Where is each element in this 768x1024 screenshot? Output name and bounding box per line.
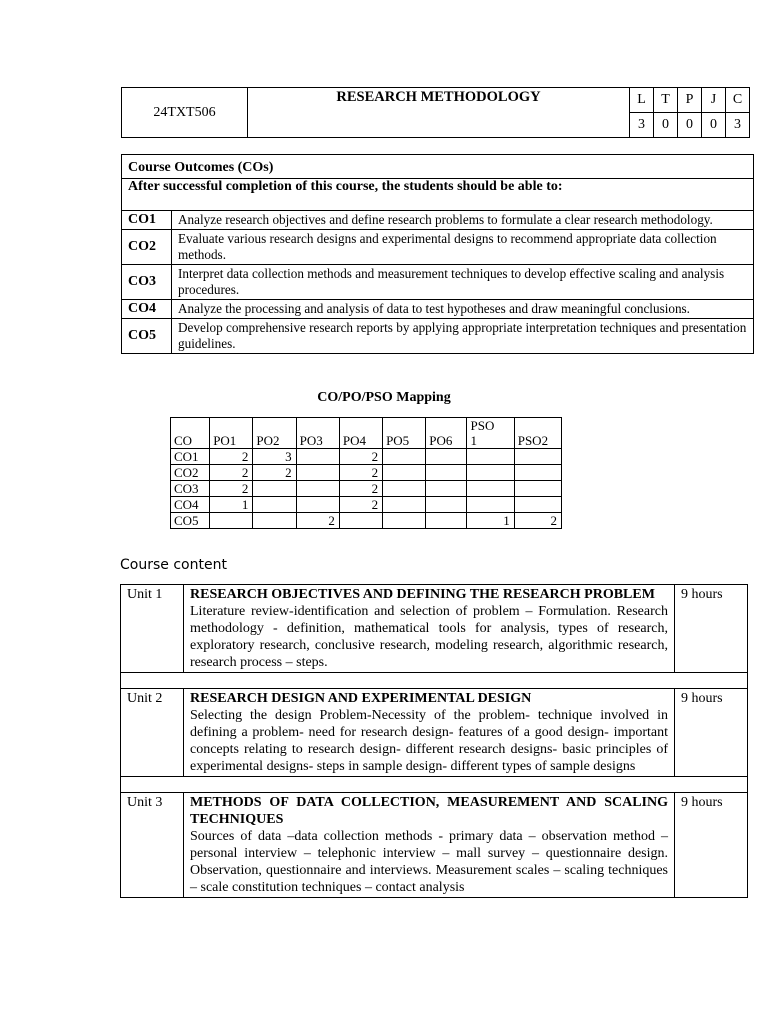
course-content-table <box>120 584 748 898</box>
mapping-cell <box>383 465 426 481</box>
unit-row <box>121 793 748 898</box>
mapping-header-cell: PSO 1 <box>467 418 514 449</box>
unit-description: Literature review-identification and selection of problem – Formulation. Research methodology - definition, mathematical tools for analysis, types of research, exploratory research, conclusive research, modeling research, algorithmic research, research process – steps. <box>190 604 668 670</box>
mapping-header-cell: PO2 <box>253 418 296 449</box>
ltpjc-label-p: P <box>678 88 702 113</box>
mapping-cell <box>467 497 514 513</box>
unit-heading: RESEARCH OBJECTIVES AND DEFINING THE RESEARCH PROBLEM <box>190 587 655 602</box>
mapping-header-cell: PO6 <box>426 418 467 449</box>
mapping-row <box>171 465 562 481</box>
ltpjc-value-c: 3 <box>726 113 750 138</box>
mapping-cell <box>467 449 514 465</box>
course-title: RESEARCH METHODOLOGY <box>248 88 630 138</box>
unit-spacer <box>121 673 748 689</box>
mapping-cell: CO5 <box>171 513 210 529</box>
outcome-id: CO2 <box>122 230 172 265</box>
mapping-cell <box>383 513 426 529</box>
mapping-cell: 2 <box>514 513 561 529</box>
mapping-header-cell: PO4 <box>339 418 382 449</box>
unit-spacer-row <box>121 673 748 689</box>
mapping-header-cell: PO1 <box>210 418 253 449</box>
mapping-cell <box>426 481 467 497</box>
unit-row <box>121 689 748 777</box>
ltpjc-value-j: 0 <box>702 113 726 138</box>
mapping-row <box>171 513 562 529</box>
mapping-cell: CO1 <box>171 449 210 465</box>
mapping-cell: 2 <box>339 497 382 513</box>
unit-spacer <box>121 777 748 793</box>
unit-label: Unit 1 <box>121 585 184 673</box>
mapping-cell: CO2 <box>171 465 210 481</box>
mapping-cell: 2 <box>339 481 382 497</box>
unit-label: Unit 2 <box>121 689 184 777</box>
mapping-cell: 2 <box>210 465 253 481</box>
mapping-cell: 2 <box>339 449 382 465</box>
ltpjc-value-l: 3 <box>630 113 654 138</box>
mapping-cell: 1 <box>467 513 514 529</box>
course-code: 24TXT506 <box>122 88 248 138</box>
mapping-header-cell: CO <box>171 418 210 449</box>
unit-row <box>121 585 748 673</box>
mapping-cell <box>467 481 514 497</box>
mapping-cell <box>426 513 467 529</box>
mapping-cell: 3 <box>253 449 296 465</box>
mapping-row <box>171 481 562 497</box>
mapping-cell: 2 <box>296 513 339 529</box>
mapping-cell <box>383 449 426 465</box>
mapping-cell: 2 <box>339 465 382 481</box>
mapping-cell <box>426 497 467 513</box>
outcome-text: Analyze the processing and analysis of data to test hypotheses and draw meaningful conclusions. <box>172 300 754 319</box>
unit-spacer-row <box>121 777 748 793</box>
mapping-row <box>171 497 562 513</box>
mapping-cell <box>514 497 561 513</box>
outcomes-title: Course Outcomes (COs) <box>122 155 754 179</box>
outcome-id: CO4 <box>122 300 172 319</box>
outcome-id: CO3 <box>122 265 172 300</box>
mapping-cell: 2 <box>210 449 253 465</box>
mapping-cell: 1 <box>210 497 253 513</box>
unit-hours: 9 hours <box>675 689 748 777</box>
outcome-id: CO5 <box>122 319 172 354</box>
mapping-cell <box>210 513 253 529</box>
unit-label: Unit 3 <box>121 793 184 898</box>
course-outcomes-table <box>121 154 754 354</box>
mapping-cell <box>253 481 296 497</box>
mapping-cell <box>296 465 339 481</box>
mapping-cell <box>514 481 561 497</box>
course-content-title: Course content <box>120 557 227 573</box>
unit-heading: RESEARCH DESIGN AND EXPERIMENTAL DESIGN <box>190 691 532 706</box>
unit-hours: 9 hours <box>675 793 748 898</box>
mapping-title: CO/PO/PSO Mapping <box>317 390 451 405</box>
course-header-table <box>121 87 750 138</box>
mapping-cell <box>253 497 296 513</box>
mapping-header-cell: PO3 <box>296 418 339 449</box>
outcome-row <box>122 300 754 319</box>
outcomes-subtitle: After successful completion of this course, the students should be able to: <box>122 179 754 211</box>
unit-description: Sources of data –data collection methods - primary data – observation method – personal interview – telephonic interview – mall survey – questionnaire design. Observation, questionnaire and interviews. Measurement scales – scaling techniques – scale constitution techniques – contact analysis <box>190 829 668 895</box>
mapping-cell: 2 <box>253 465 296 481</box>
mapping-cell: CO4 <box>171 497 210 513</box>
outcome-row <box>122 265 754 300</box>
mapping-cell <box>253 513 296 529</box>
ltpjc-label-c: C <box>726 88 750 113</box>
mapping-cell <box>426 465 467 481</box>
unit-body <box>184 689 675 777</box>
mapping-cell <box>383 497 426 513</box>
mapping-cell <box>514 465 561 481</box>
outcome-id: CO1 <box>122 211 172 230</box>
mapping-cell <box>296 497 339 513</box>
mapping-cell <box>296 481 339 497</box>
mapping-cell: CO3 <box>171 481 210 497</box>
unit-heading: METHODS OF DATA COLLECTION, MEASUREMENT AND SCALING TECHNIQUES <box>190 795 668 827</box>
ltpjc-value-p: 0 <box>678 113 702 138</box>
outcome-row <box>122 211 754 230</box>
outcome-row <box>122 319 754 354</box>
mapping-header-cell: PSO2 <box>514 418 561 449</box>
mapping-cell <box>296 449 339 465</box>
ltpjc-label-t: T <box>654 88 678 113</box>
mapping-cell <box>514 449 561 465</box>
mapping-row <box>171 449 562 465</box>
outcome-text: Develop comprehensive research reports by applying appropriate interpretation techniques and presentation guidelines. <box>172 319 754 354</box>
unit-description: Selecting the design Problem-Necessity of the problem- technique involved in defining a problem- need for research design- features of a good design- important concepts relating to research design- different research designs- basic principles of experimental designs- steps in sample design- different types of sample designs <box>190 708 668 774</box>
ltpjc-value-t: 0 <box>654 113 678 138</box>
mapping-header-row <box>171 418 562 449</box>
ltpjc-label-l: L <box>630 88 654 113</box>
mapping-cell <box>383 481 426 497</box>
mapping-cell <box>339 513 382 529</box>
ltpjc-label-j: J <box>702 88 726 113</box>
mapping-cell: 2 <box>210 481 253 497</box>
mapping-header-cell: PO5 <box>383 418 426 449</box>
unit-hours: 9 hours <box>675 585 748 673</box>
outcome-row <box>122 230 754 265</box>
co-po-pso-mapping-table <box>170 417 562 529</box>
unit-body <box>184 585 675 673</box>
outcome-text: Analyze research objectives and define research problems to formulate a clear research methodology. <box>172 211 754 230</box>
outcome-text: Interpret data collection methods and measurement techniques to develop effective scaling and analysis procedures. <box>172 265 754 300</box>
unit-body <box>184 793 675 898</box>
mapping-cell <box>426 449 467 465</box>
outcome-text: Evaluate various research designs and experimental designs to recommend appropriate data collection methods. <box>172 230 754 265</box>
mapping-cell <box>467 465 514 481</box>
